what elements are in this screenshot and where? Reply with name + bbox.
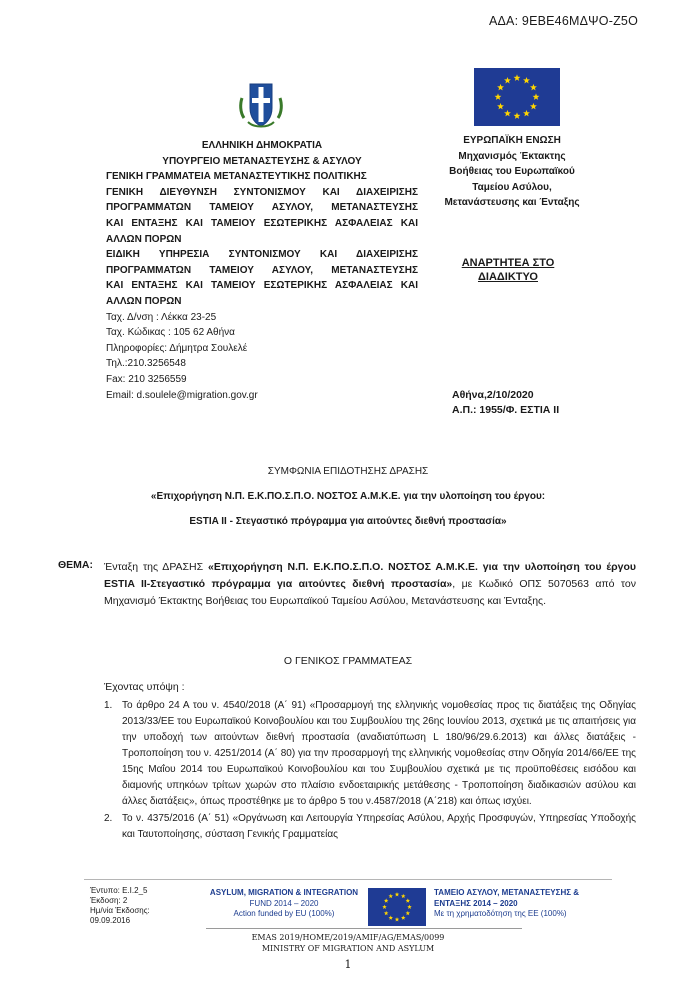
sender-fax: Fax: 210 3256559	[106, 373, 187, 385]
date-block	[452, 388, 559, 419]
sender-gd-line: ΑΛΛΩΝ ΠΟΡΩΝ	[106, 233, 182, 245]
eu-flag-icon	[474, 68, 560, 126]
list-item	[104, 698, 636, 810]
sender-ey-line: ΑΛΛΩΝ ΠΟΡΩΝ	[106, 295, 182, 307]
sender-ministry: ΥΠΟΥΡΓΕΙΟ ΜΕΤΑΝΑΣΤΕΥΣΗΣ & ΑΣΥΛΟΥ	[162, 155, 362, 167]
subject-bold: «Επιχορήγηση Ν.Π. Ε.Κ.ΠΟ.Σ.Π.Ο. ΝΟΣΤΟΣ Α.Μ.Κ.Ε. για την υλοποίηση του έργου ESTIA II-Στεγαστικό πρόγραμμα για αιτούντες διεθνή προστασία»	[104, 561, 636, 590]
sender-general-secretariat: ΓΕΝΙΚΗ ΓΡΑΜΜΑΤΕΙΑ ΜΕΤΑΝΑΣΤΕΥΤΙΚΗΣ ΠΟΛΙΤΙΚΗΣ	[106, 171, 367, 183]
subject-label: ΘΕΜΑ:	[58, 559, 93, 571]
sender-ey-line: ΕΙΔΙΚΗ ΥΠΗΡΕΣΙΑ ΣΥΝΤΟΝΙΣΜΟΥ ΚΑΙ ΔΙΑΧΕΙΡΙΣΗΣ	[106, 249, 418, 261]
eu-line: ΕΥΡΩΠΑΪΚΗ ΕΝΩΣΗ	[463, 135, 561, 146]
sender-info: Πληροφορίες: Δήμητρα Σουλελέ	[106, 342, 248, 354]
subject-pre: Ένταξη της ΔΡΑΣΗΣ	[104, 561, 208, 573]
ministry-name: MINISTRY OF MIGRATION AND ASYLUM	[261, 944, 435, 953]
considerations-list	[104, 698, 636, 844]
having-regard: Έχοντας υπόψη :	[104, 681, 185, 693]
fund-label-greek	[434, 888, 610, 920]
amif-title: ASYLUM, MIGRATION & INTEGRATION	[209, 888, 359, 897]
sender-block	[106, 138, 418, 403]
list-item-text: Το ν. 4375/2016 (Α΄ 51) «Οργάνωση και Λειτουργία Υπηρεσίας Ασύλου, Αρχής Προσφυγών, Υπηρεσίας Υποδοχής και Ταυτοποίησης, σύσταση Γενικής Γραμματείας	[122, 813, 636, 840]
amif-years: FUND 2014 – 2020	[249, 898, 319, 908]
fund-years: ΕΝΤΑΞΗΣ 2014 – 2020	[434, 898, 518, 908]
footer-divider-2	[206, 928, 522, 929]
sender-gd-line: ΓΕΝΙΚΗ ΔΙΕΥΘΥΝΣΗ ΣΥΝΤΟΝΙΣΜΟΥ ΚΑΙ ΔΙΑΧΕΙΡΙΣΗΣ	[106, 186, 418, 198]
amif-funding: Action funded by EU (100%)	[233, 909, 335, 918]
page-number: 1	[344, 958, 352, 971]
protocol-number: Α.Π.: 1955/Φ. ΕΣΤΙΑ ΙΙ	[452, 404, 560, 417]
amif-label	[206, 888, 362, 920]
sender-email: Email: d.soulele@migration.gov.gr	[106, 389, 258, 401]
emas-code: EMAS 2019/HOME/2019/AMIF/AG/EMAS/0099	[251, 933, 445, 942]
list-item-text: Το άρθρο 24 Α του ν. 4540/2018 (Α΄ 91) «Προσαρμογή της ελληνικής νομοθεσίας προς τις διατάξεις της Οδηγίας 2013/33/ΕΕ του Ευρωπαϊκού Κοινοβουλίου και του Συμβουλίου της 26ης Ιουνίου 2013, σχετικά με τις απαιτήσεις για την υποδοχή των αιτούντων διεθνή προστασία (αναδιατύπωση L 180/96/29.6.2013) και άλλες διατάξεις - Τροποποίηση του ν. 4251/2014 (Α΄ 80) για την προσαρμογή της ελληνικής νομοθεσίας στην Οδηγία 2014/66/ΕΕ της 15ης Μαΐου 2014 του Ευρωπαϊκού Κοινοβουλίου και του Συμβουλίου σχετικά με τις προϋποθέσεις εισόδου και διαμονής υπηκόων τρίτων χωρών στο πλαίσιο ενδοεταιρικής μετάθεσης - Τροποποίηση διαδικασιών ασύλου και άλλες διατάξεις», όπως προστέθηκε με το άρθρο 5 του ν.4587/2018 (Α΄218) και όπως ισχύει.	[122, 700, 636, 807]
subject-post: , με Κωδικό ΟΠΣ 5070563 από τον Μηχανισμό Έκτακτης Βοήθειας του Ευρωπαϊκού Ταμείου Ασύλου, Μετανάστευσης και Ένταξης.	[104, 578, 636, 607]
sender-tel: Τηλ.:210.3256548	[106, 358, 186, 370]
post-line: ΔΙΑΔΙΚΤΥΟ	[477, 271, 538, 283]
document-date: Αθήνα,2/10/2020	[452, 389, 534, 401]
title-line-2: «Επιχορήγηση Ν.Π. Ε.Κ.ΠΟ.Σ.Π.Ο. ΝΟΣΤΟΣ Α.Μ.Κ.Ε. για την υλοποίηση του έργου:	[150, 491, 546, 502]
sender-republic: ΕΛΛΗΝΙΚΗ ΔΗΜΟΚΡΑΤΙΑ	[201, 140, 323, 151]
eu-line: Μετανάστευσης και Ένταξης	[444, 197, 580, 209]
post-line: ΑΝΑΡΤΗΤΕΑ ΣΤΟ	[461, 257, 555, 269]
ada-code: ΑΔΑ: 9ΕΒΕ46ΜΔΨΟ-Ζ5Ο	[488, 14, 638, 28]
eu-flag-icon	[368, 888, 426, 926]
fund-title: ΤΑΜΕΙΟ ΑΣΥΛΟΥ, ΜΕΤΑΝΑΣΤΕΥΣΗΣ &	[434, 888, 580, 897]
sender-gd-line: ΠΡΟΓΡΑΜΜΑΤΩΝ ΤΑΜΕΙΟΥ ΑΣΥΛΟΥ, ΜΕΤΑΝΑΣΤΕΥΣΗΣ	[106, 202, 418, 214]
title-line-1: ΣΥΜΦΩΝΙΑ ΕΠΙΔΟΤΗΣΗΣ ΔΡΑΣΗΣ	[267, 466, 429, 477]
fund-funding: Με τη χρηματοδότηση της ΕΕ (100%)	[434, 909, 567, 918]
eu-block	[432, 133, 592, 211]
eu-line: Βοήθειας του Ευρωπαϊκού	[449, 166, 575, 178]
subject-text	[104, 559, 636, 610]
footer-divider	[84, 879, 612, 880]
form-line: Ημ/νία Έκδοσης:	[90, 906, 150, 915]
form-line: Έντυπο: Ε.Ι.2_5	[90, 886, 148, 895]
sender-ey-line: ΚΑΙ ΕΝΤΑΞΗΣ ΚΑΙ ΤΑΜΕΙΟΥ ΕΣΩΤΕΡΙΚΗΣ ΑΣΦΑΛΕΙΑΣ ΚΑΙ	[106, 280, 418, 292]
greek-coat-of-arms-icon	[238, 78, 284, 130]
eu-line: Μηχανισμός Έκτακτης	[458, 150, 566, 162]
list-item	[104, 811, 636, 843]
form-line: 09.09.2016	[90, 916, 131, 925]
list-item-number: 2.	[104, 813, 113, 824]
general-secretary-heading: Ο ΓΕΝΙΚΟΣ ΓΡΑΜΜΑΤΕΑΣ	[283, 655, 413, 667]
sender-gd-line: ΚΑΙ ΕΝΤΑΞΗΣ ΚΑΙ ΤΑΜΕΙΟΥ ΕΣΩΤΕΡΙΚΗΣ ΑΣΦΑΛΕΙΑΣ ΚΑΙ	[106, 217, 418, 229]
sender-postcode: Ταχ. Κώδικας : 105 62 Αθήνα	[106, 327, 235, 339]
form-line: Έκδοση: 2	[90, 896, 128, 905]
list-item-number: 1.	[104, 700, 113, 711]
post-online-notice	[438, 256, 578, 284]
form-info	[90, 886, 150, 926]
eu-line: Ταμείου Ασύλου,	[472, 181, 552, 193]
title-line-3: ESTIA II - Στεγαστικό πρόγραμμα για αιτούντες διεθνή προστασία»	[189, 516, 507, 527]
sender-ey-line: ΠΡΟΓΡΑΜΜΑΤΩΝ ΤΑΜΕΙΟΥ ΑΣΥΛΟΥ, ΜΕΤΑΝΑΣΤΕΥΣΗΣ	[106, 264, 418, 276]
sender-address: Ταχ. Δ/νση : Λέκκα 23-25	[106, 311, 217, 323]
emas-block	[160, 932, 536, 954]
